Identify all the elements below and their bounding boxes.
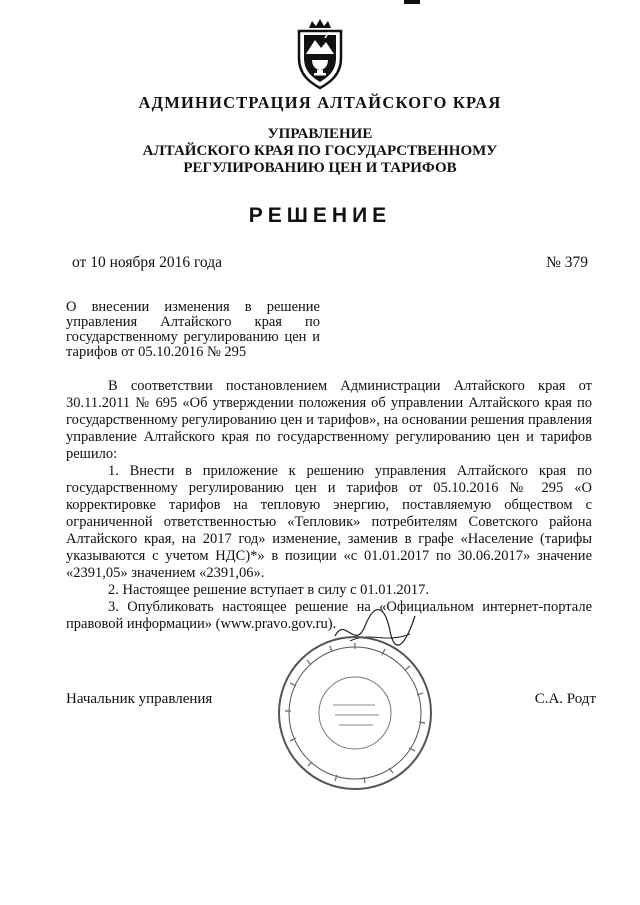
item-paragraph-3: 3. Опубликовать настоящее решение на «Официальном интернет-портале правовой информации» (www.pravo.gov.ru). [66,599,592,632]
decision-date: от 10 ноября 2016 года [72,254,223,271]
department-title [0,126,640,177]
department-line: АЛТАЙСКОГО КРАЯ ПО ГОСУДАРСТВЕННОМУ [142,143,498,159]
preamble-paragraph: В соответствии постановлением Администрации Алтайского края от 30.11.2011 № 695 «Об утверждении положения об управлении Алтайского края по государственному регулированию цен и тарифов», на основании решения правления управление Алтайского края по государственному регулированию цен и тарифов решило: [66,378,592,462]
department-line: УПРАВЛЕНИЕ [267,126,373,142]
signer-name: С.А. Родт [534,691,596,707]
decision-number: № 379 [546,254,588,271]
signer-position: Начальник управления [66,691,213,707]
coat-of-arms-emblem [291,18,349,90]
document-type-title: РЕШЕНИЕ [248,204,392,227]
official-stamp-icon [275,633,435,793]
decision-body [66,378,592,633]
item-paragraph-2: 2. Настоящее решение вступает в силу с 01.01.2017. [108,582,430,598]
scan-mark [404,0,420,4]
administration-title: АДМИНИСТРАЦИЯ АЛТАЙСКОГО КРАЯ [138,93,502,112]
decision-subject: О внесении изменения в решение управления Алтайского края по государственному регулированию цен и тарифов от 05.10.2016 № 295 [66,299,320,360]
department-line: РЕГУЛИРОВАНИЮ ЦЕН И ТАРИФОВ [183,160,457,176]
item-paragraph-1: 1. Внести в приложение к решению управления Алтайского края по государственному регулированию цен и тарифов от 05.10.2016 № 295 «О корректировке тарифов на тепловую энергию, поставляемую обществом с ограниченной ответственностью «Тепловик» потребителям Советского района Алтайского края, на 2017 год» изменение, заменив в графе «Население (тарифы указываются с учетом НДС)*» в позиции «с 01.01.2017 по 30.06.2017» значение «2391,05» значением «2391,06». [66,463,592,581]
